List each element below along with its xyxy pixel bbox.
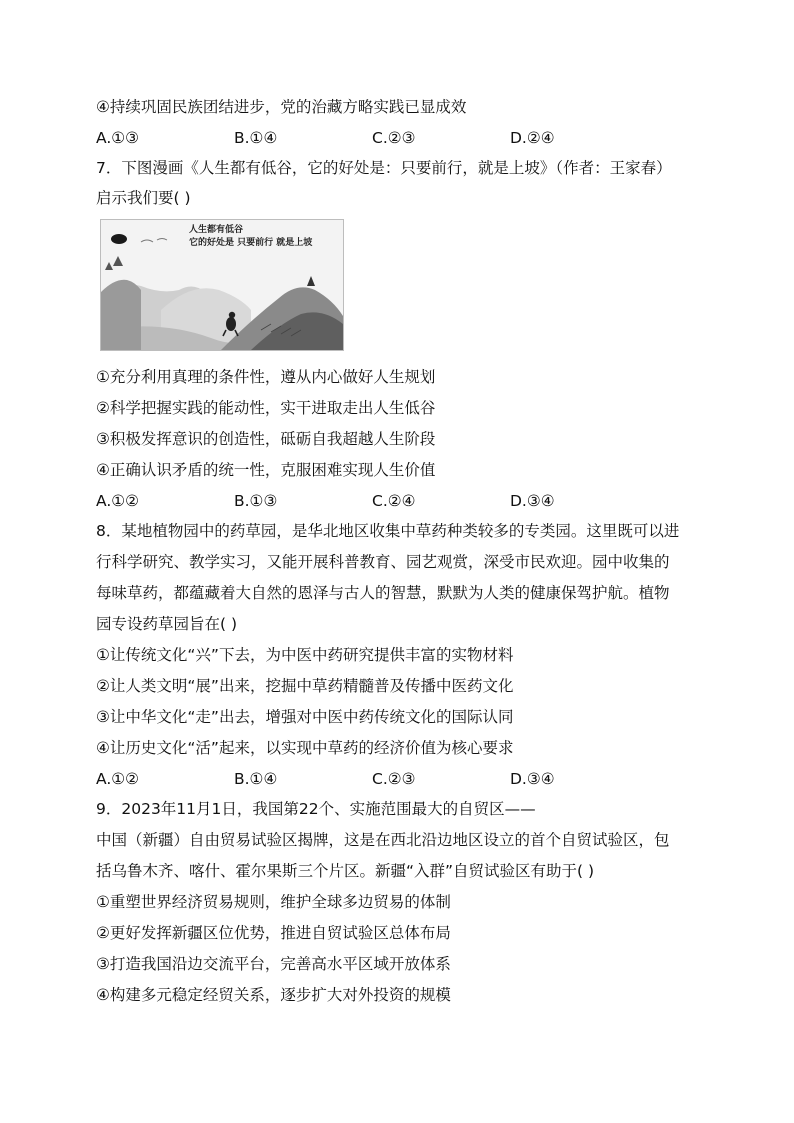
q8-stem-line3: 每味草药，都蕴藏着大自然的恩泽与古人的智慧，默默为人类的健康保驾护航。植物 [96,584,670,602]
q6-choices [96,127,706,149]
q7-option-4: ④正确认识矛盾的统一性，克服困难实现人生价值 [96,461,436,479]
q9-option-4: ④构建多元稳定经贸关系，逐步扩大对外投资的规模 [96,986,451,1004]
q9-stem-line1: 9．2023年11月1日，我国第22个、实施范围最大的自贸区—— [96,800,536,818]
q6-choice-b: B.①④ [234,129,278,147]
q9-option-2: ②更好发挥新疆区位优势，推进自贸试验区总体布局 [96,924,451,942]
q6-option-4: ④持续巩固民族团结进步，党的治藏方略实践已显成效 [96,98,467,116]
cartoon-caption-line1: 人生都有低谷 [189,225,244,235]
q8-choice-d: D.③④ [510,770,555,788]
q7-choice-c: C.②④ [372,492,416,510]
q7-stem-line1: 7．下图漫画《人生都有低谷，它的好处是：只要前行，就是上坡》（作者：王家春） [96,159,672,177]
q7-option-3: ③积极发挥意识的创造性，砥砺自我超越人生阶段 [96,430,436,448]
q8-option-4: ④让历史文化“活”起来，以实现中草药的经济价值为核心要求 [96,739,514,757]
q7-stem-line2: 启示我们要( ) [96,189,191,207]
q9-option-1: ①重塑世界经济贸易规则，维护全球多边贸易的体制 [96,893,451,911]
q7-option-1: ①充分利用真理的条件性，遵从内心做好人生规划 [96,368,436,386]
q9-stem-line2: 中国（新疆）自由贸易试验区揭牌，这是在西北沿边地区设立的首个自贸试验区，包 [96,831,670,849]
q8-option-1: ①让传统文化“兴”下去，为中医中药研究提供丰富的实物材料 [96,646,514,664]
q8-choice-a: A.①② [96,770,140,788]
q9-option-3: ③打造我国沿边交流平台，完善高水平区域开放体系 [96,955,451,973]
q7-choice-b: B.①③ [234,492,278,510]
q8-stem-line2: 行科学研究、教学实习，又能开展科普教育、园艺观赏，深受市民欢迎。园中收集的 [96,553,670,571]
q8-stem-line4: 园专设药草园旨在( ) [96,615,238,633]
q8-option-2: ②让人类文明“展”出来，挖掘中草药精髓普及传播中医药文化 [96,677,514,695]
cartoon-caption [189,224,339,250]
q6-choice-a: A.①③ [96,129,140,147]
q8-choice-c: C.②③ [372,770,416,788]
q6-choice-d: D.②④ [510,129,555,147]
q8-choice-b: B.①④ [234,770,278,788]
q7-choices [96,490,706,512]
q8-stem-line1: 8．某地植物园中的药草园，是华北地区收集中草药种类较多的专类园。这里既可以进 [96,522,680,540]
q6-choice-c: C.②③ [372,129,416,147]
q7-choice-d: D.③④ [510,492,555,510]
q8-option-3: ③让中华文化“走”出去，增强对中医中药传统文化的国际认同 [96,708,514,726]
cartoon-caption-line2: 它的好处是 只要前行 就是上坡 [189,238,313,248]
q7-choice-a: A.①② [96,492,140,510]
q7-option-2: ②科学把握实践的能动性，实干进取走出人生低谷 [96,399,436,417]
q9-stem-line3: 括乌鲁木齐、喀什、霍尔果斯三个片区。新疆“入群”自贸试验区有助于( ) [96,862,595,880]
q7-cartoon-image [100,219,344,351]
q8-choices [96,768,706,790]
